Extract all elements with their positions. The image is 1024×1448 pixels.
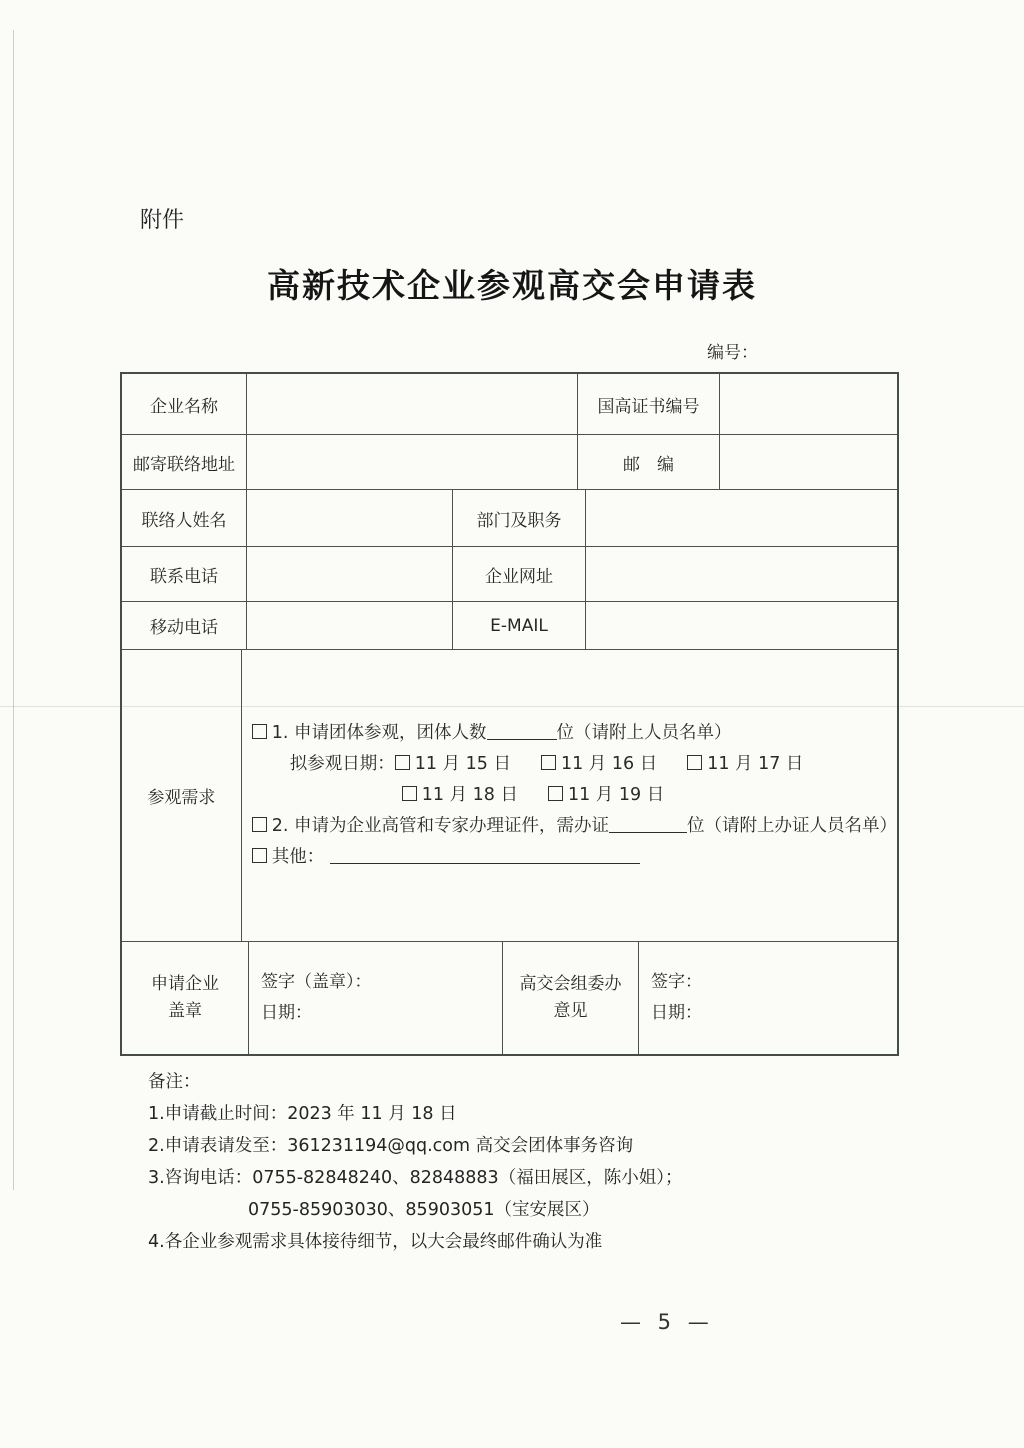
checkbox-icon	[402, 786, 417, 801]
committee-opinion-label: 高交会组委办 意见	[503, 942, 639, 1054]
table-row-address	[122, 435, 897, 490]
visit-option-other: 其他：	[252, 842, 897, 873]
note-item: 0755-85903030、85903051（宝安展区）	[248, 1200, 600, 1220]
blank-underline	[330, 849, 640, 864]
application-form-table	[120, 372, 899, 1056]
phone-label: 联系电话	[122, 547, 247, 601]
date-option: 11 月 19 日	[548, 785, 664, 805]
cert-no-field	[720, 374, 897, 434]
checkbox-icon	[395, 755, 410, 770]
dept-position-field	[586, 490, 897, 546]
date-option: 11 月 16 日	[541, 754, 657, 774]
blank-underline	[609, 818, 687, 833]
table-row-signature	[122, 942, 897, 1054]
cert-no-label: 国高证书编号	[578, 374, 720, 434]
table-row-mobile	[122, 602, 897, 650]
email-label: E-MAIL	[453, 602, 586, 649]
notes-section	[148, 1066, 682, 1258]
scan-artifact-vertical-line	[13, 30, 14, 1190]
visit-needs-content	[242, 650, 897, 941]
table-row-contact	[122, 490, 897, 547]
visit-option-2: 2. 申请为企业高管和专家办理证件，需办证 位（请附上办证人员名单）	[252, 811, 897, 842]
company-name-label: 企业名称	[122, 374, 247, 434]
date-option: 11 月 17 日	[687, 754, 803, 774]
checkbox-icon	[541, 755, 556, 770]
checkbox-icon	[252, 848, 267, 863]
note-item: 2.申请表请发至：361231194@qq.com 高交会团体事务咨询	[148, 1136, 634, 1156]
checkbox-icon	[252, 817, 267, 832]
table-row-visit-needs	[122, 650, 897, 942]
table-row-phone	[122, 547, 897, 602]
mobile-label: 移动电话	[122, 602, 247, 649]
company-name-field	[247, 374, 578, 434]
mail-address-label: 邮寄联络地址	[122, 435, 247, 489]
blank-underline	[487, 725, 557, 740]
note-item: 1.申请截止时间：2023 年 11 月 18 日	[148, 1104, 457, 1124]
applicant-signature-field: 签字（盖章）： 日期：	[249, 942, 503, 1054]
attachment-label: 附件	[140, 208, 185, 233]
dept-position-label: 部门及职务	[453, 490, 586, 546]
visit-dates-row-1: 拟参观日期： 11 月 15 日 11 月 16 日 11 月 17 日	[289, 754, 804, 774]
page-number: — 5 —	[620, 1310, 714, 1334]
page-title: 高新技术企业参观高交会申请表	[267, 266, 757, 305]
date-option: 11 月 18 日	[402, 785, 518, 805]
website-field	[586, 547, 897, 601]
visit-needs-label: 参观需求	[122, 650, 242, 941]
serial-number-label: 编号：	[707, 343, 758, 363]
postcode-label: 邮 编	[578, 435, 720, 489]
table-row-company	[122, 374, 897, 435]
email-field	[586, 602, 897, 649]
postcode-field	[720, 435, 897, 489]
visit-option-1: 1. 申请团体参观，团体人数 位（请附上人员名单）	[252, 718, 897, 749]
note-item: 4.各企业参观需求具体接待细节，以大会最终邮件确认为准	[148, 1232, 603, 1252]
committee-signature-field: 签字： 日期：	[651, 972, 702, 1023]
contact-name-field	[247, 490, 453, 546]
note-item: 3.咨询电话：0755-82848240、82848883（福田展区，陈小姐）；	[148, 1168, 683, 1188]
contact-name-label: 联络人姓名	[122, 490, 247, 546]
mobile-field	[247, 602, 453, 649]
checkbox-icon	[252, 724, 267, 739]
phone-field	[247, 547, 453, 601]
visit-dates-row-2	[402, 780, 897, 811]
applicant-seal-label: 申请企业 盖章	[122, 942, 249, 1054]
mail-address-field	[247, 435, 578, 489]
checkbox-icon	[548, 786, 563, 801]
website-label: 企业网址	[453, 547, 586, 601]
date-option: 11 月 15 日	[395, 754, 511, 774]
checkbox-icon	[687, 755, 702, 770]
notes-title: 备注：	[148, 1072, 201, 1092]
